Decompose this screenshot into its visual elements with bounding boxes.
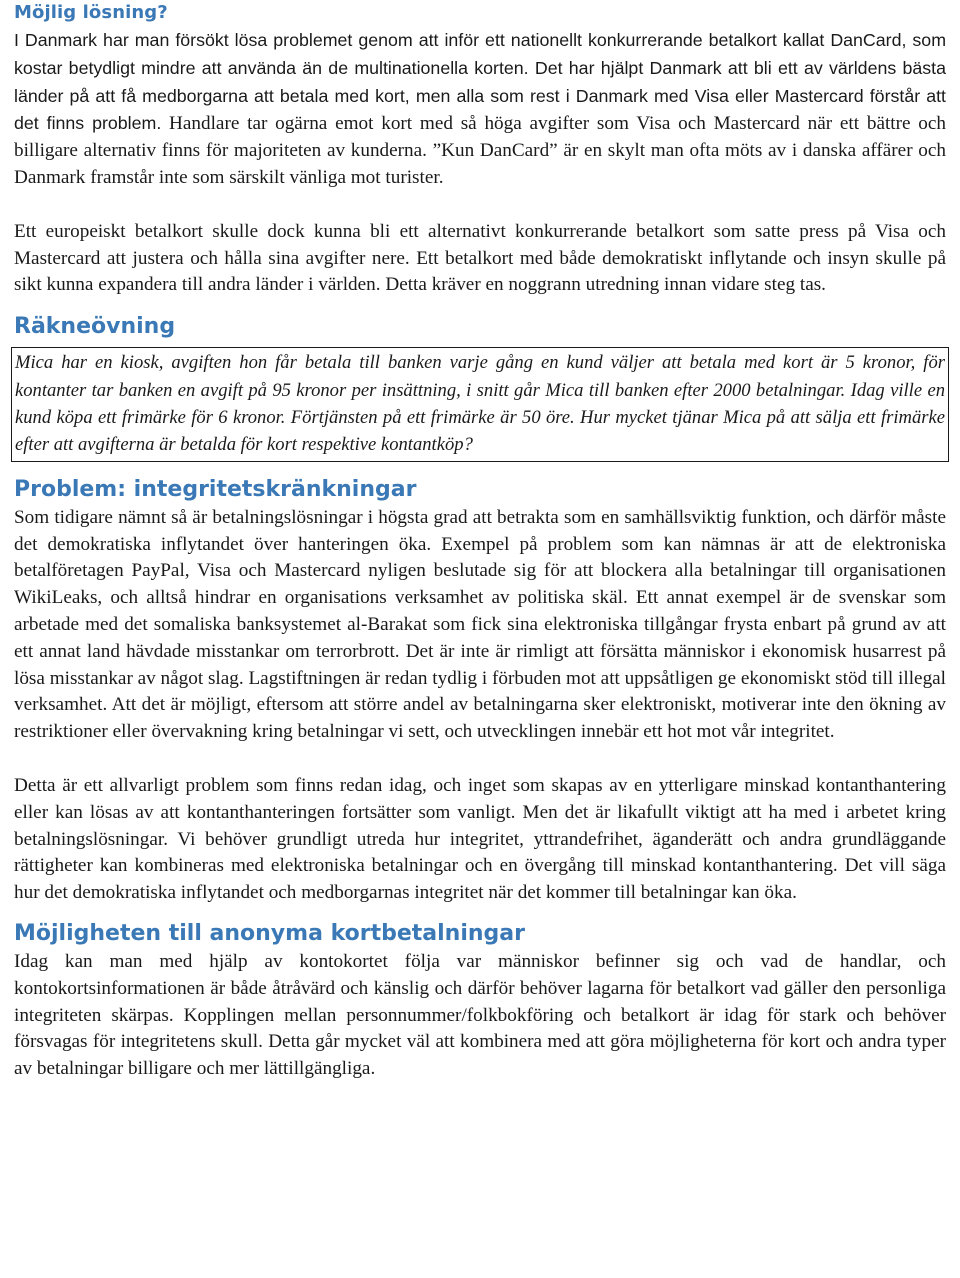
paragraph-anonyma-kortbetalningar: Idag kan man med hjälp av kontokortet följa var människor befinner sig och vad de handlar, och kontokortsinformationen är både åtråvärd och känslig och därför behöver lagarna för betalkort vad gäller den personliga integriteten skärpas. Kopplingen mellan personnummer/folkbokföring och betalkort är idag för stark och behöver försvagas för integritetens skull. Detta går mycket väl att kombinera med att göra möjligheterna för kort och andra typer av betalningar billigare och mer lättillgängliga. bbox=[14, 950, 946, 1080]
heading-mojlig-losning: Möjlig lösning? bbox=[14, 2, 168, 23]
paragraph-dancard-serif-part: Handlare tar ogärna emot kort med så höga avgifter som Visa och Mastercard när ett bättre och billigare alternativ finns för majoriteten av kunderna. ”Kun DanCard” är en skylt man ofta möts av i danska affärer och Danmark framstår inte som särskilt vänliga mot turister. bbox=[14, 113, 946, 188]
document-page bbox=[14, 0, 946, 1083]
paragraph-dancard bbox=[14, 27, 946, 192]
heading-integritetskrankningar: Problem: integritetskränkningar bbox=[14, 476, 417, 502]
paragraph-problem-serious: Detta är ett allvarligt problem som finns redan idag, och inget som skapas av en ytterligare minskad kontanthantering eller kan lösas av att kontanthanteringen fortsätter som vanligt. Men det är likafullt viktigt att ha med i arbetet kring betalningslösningar. Vi behöver grundligt utreda hur integritet, yttrandefrihet, äganderätt och andra grundläggande rättigheter kan kombineras med elektroniska betalningar och en övergång till minskad kontanthantering. Det vill säga hur det demokratiska inflytandet och medborgarnas integritet när det kommer till betalningar kan öka. bbox=[14, 774, 946, 904]
heading-anonyma-kortbetalningar: Möjligheten till anonyma kortbetalningar bbox=[14, 920, 525, 946]
heading-rakneovning: Räkneövning bbox=[14, 314, 176, 340]
paragraph-dancard-sans-part: I Danmark har man försökt lösa problemet genom att inför ett nationellt konkurrerande betalkort kallat DanCard, som kostar betydligt mindre att använda än de multinationella korten. Det har hjälpt Danmark att bli ett av världens bästa länder på att få medborgarna att betala med kort, men alla som rest i Danmark med Visa eller Mastercard förstår att det finns problem. bbox=[14, 30, 946, 134]
paragraph-problem-examples: Som tidigare nämnt så är betalningslösningar i högsta grad att betrakta som en samhällsviktig funktion, och därför måste det demokratiska inflytandet över hanteringen öka. Exempel på problem som kan nämnas är att de elektroniska betalföretagen PayPal, Visa och Mastercard nyligen beslutade sig för att blockera alla betalningar till organisationen WikiLeaks, och alltså hindrar en organisations verksamhet av politiska skäl. Ett annat exempel är de svenskar som arbetade med det somaliska banksystemet al-Barakat som fick sina elektroniska tillgångar frysta enbart på grund av att ett annat land hävdade misstankar om terrorbrott. Det är inte är rimligt att försätta människor i ekonomisk husarrest på lösa misstankar av något slag. Lagstiftningen är redan tydlig i förbuden mot att uppsåtligen ge ekonomiskt stöd till illegal verksamhet. Att det är möjligt, eftersom att större andel av betalningarna sker elektroniskt, motiverar inte den ökning av restriktioner eller övervakning kring betalningar vi sett, och utvecklingen innebär ett hot mot vår integritet. bbox=[14, 506, 947, 743]
paragraph-europeiskt-betalkort: Ett europeiskt betalkort skulle dock kunna bli ett alternativt konkurrerande betalkort som satte press på Visa och Mastercard att justera och hålla sina avgifter nere. Ett betalkort med både demokratiskt inflytande och insyn skulle på sikt kunna expandera till andra länder i världen. Detta kräver en noggrann utredning innan vidare steg tas. bbox=[14, 220, 946, 296]
exercise-box: Mica har en kiosk, avgiften hon får betala till banken varje gång en kund väljer att betala med kort är 5 kronor, för kontanter tar banken en avgift på 95 kronor per insättning, i snitt går Mica till banken efter 2000 betalningar. Idag ville en kund köpa ett frimärke för 6 kronor. Förtjänsten på ett frimärke är 50 öre. Hur mycket tjänar Mica på att sälja ett frimärke efter att avgifterna är betalda för kort respektive kontantköp? bbox=[11, 347, 949, 462]
